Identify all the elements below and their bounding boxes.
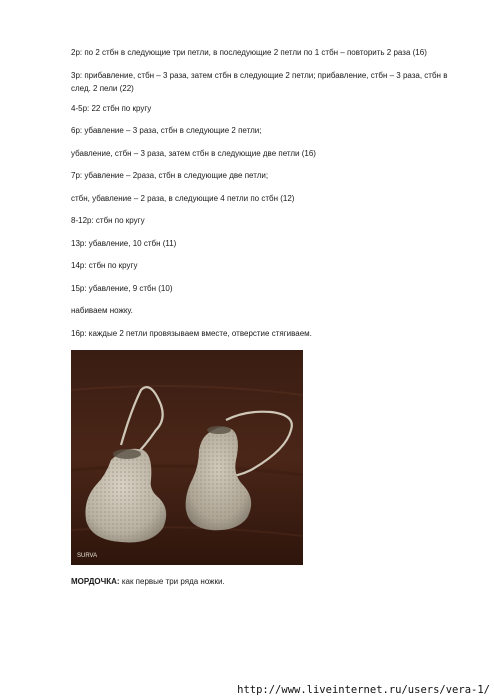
text-line-row-7-cont: стбн, убавление – 2 раза, в следующие 4 петли по стбн (12) [71, 194, 295, 203]
mordochka-text: как первые три ряда ножки. [119, 577, 225, 586]
text-line-row-2: 2р: по 2 стбн в следующие три петли, в последующие 2 петли по 1 стбн – повторить 2 раза (16) [71, 48, 427, 57]
text-line-row-13: 13р: убавление, 10 стбн (11) [71, 239, 177, 248]
text-line-row-6: 6р: убавление – 3 раза, стбн в следующие 2 петли; [71, 126, 262, 135]
text-line-row-6-cont: убавление, стбн – 3 раза, затем стбн в следующие две петли (16) [71, 149, 316, 158]
text-line-row-7: 7р: убавление – 2раза, стбн в следующие две петли; [71, 171, 269, 180]
text-line-row-3: 3р: прибавление, стбн – 3 раза, затем стбн в следующие 2 петли; прибавление, стбн – 3 раза, стбн в след. 2 пели (22) [71, 71, 448, 93]
text-line-row-4-5: 4-5р: 22 стбн по кругу [71, 104, 152, 113]
mordochka-note [71, 575, 463, 588]
photo-watermark: SURVA [77, 553, 98, 559]
text-line-row-14: 14р: стбн по кругу [71, 261, 138, 270]
crochet-feet-illustration [71, 350, 303, 565]
text-line-row-15: 15р: убавление, 9 стбн (10) [71, 284, 173, 293]
text-line-row-16: 16р: каждые 2 петли провязываем вместе, отверстие стягиваем. [71, 329, 312, 338]
mordochka-label: МОРДОЧКА: [71, 577, 120, 586]
crochet-feet-photo [71, 350, 303, 565]
text-line-row-8-12: 8-12р: стбн по кругу [71, 216, 145, 225]
text-line-stuffing: набиваем ножку. [71, 306, 133, 315]
source-url: http://www.liveinternet.ru/users/vera-1/ [237, 684, 490, 696]
